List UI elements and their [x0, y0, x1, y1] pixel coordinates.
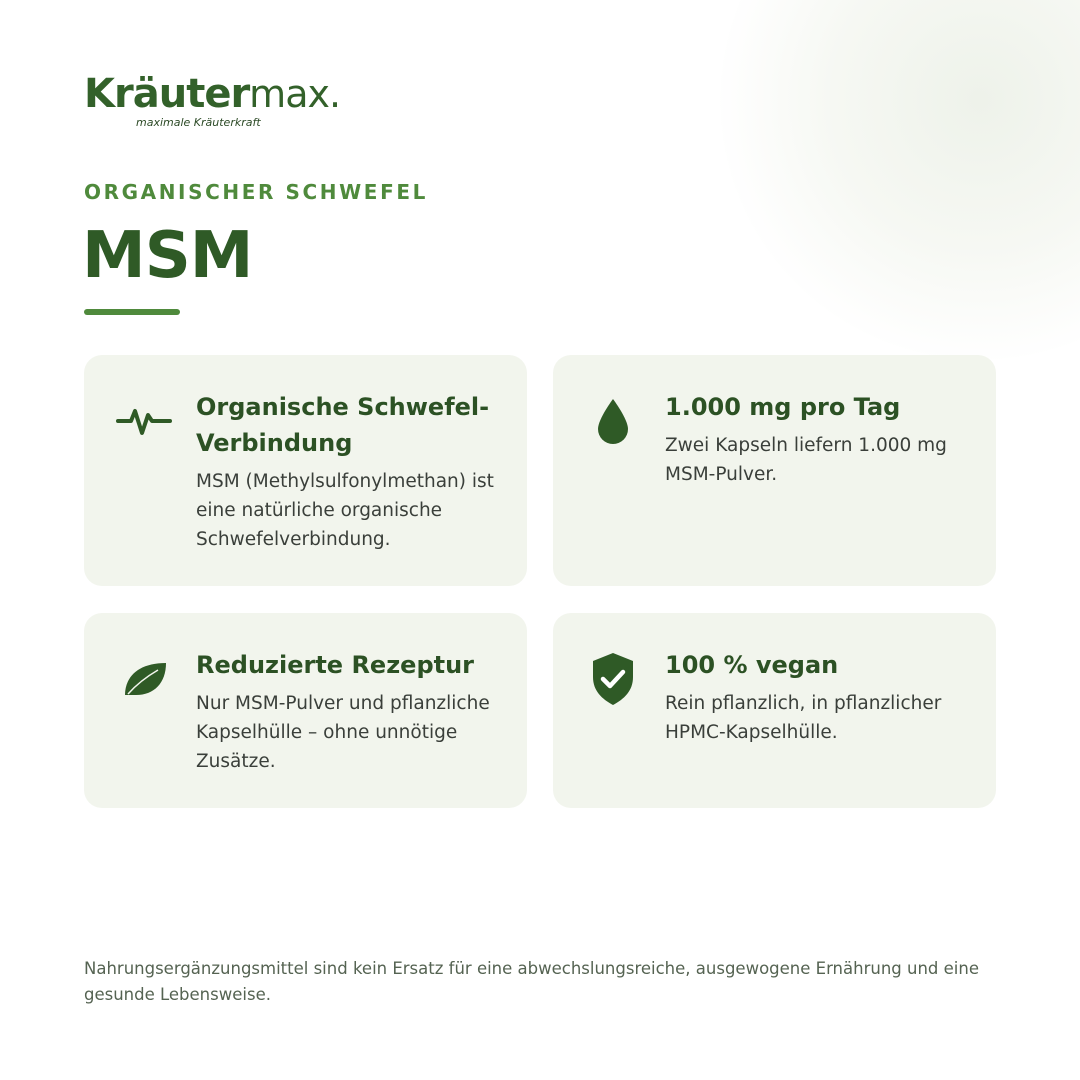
shield-check-icon: [583, 649, 643, 709]
feature-card-organic-sulfur: [84, 355, 527, 586]
feature-card-reduced-recipe: [84, 613, 527, 808]
brand-wordmark: [84, 72, 340, 116]
feature-card-dosage: [553, 355, 996, 586]
feature-description: Zwei Kapseln liefern 1.000 mg MSM-Pulver.: [665, 435, 947, 485]
feature-description: Rein pflanzlich, in pflanzlicher HPMC-Kapselhülle.: [665, 693, 942, 743]
page-title: MSM: [82, 219, 253, 293]
feature-title: Reduzierte Rezeptur: [196, 651, 475, 679]
feature-title: 1.000 mg pro Tag: [665, 393, 901, 421]
title-underline: [84, 309, 180, 315]
brand-logo: [84, 72, 340, 129]
brand-name-light: max.: [249, 72, 341, 116]
droplet-icon: [583, 391, 643, 451]
eyebrow-label: ORGANISCHER SCHWEFEL: [84, 180, 428, 204]
feature-title: Organische Schwefel-Verbindung: [196, 393, 490, 457]
legal-disclaimer: Nahrungsergänzungsmittel sind kein Ersatz für eine abwechslungsreiche, ausgewogene Ernährung und eine gesunde Lebensweise.: [84, 959, 979, 1004]
feature-card-vegan: [553, 613, 996, 808]
brand-tagline: maximale Kräuterkraft: [136, 116, 261, 129]
brand-name-bold: Kräuter: [84, 71, 250, 117]
leaf-icon: [114, 649, 174, 709]
feature-description: MSM (Methylsulfonylmethan) ist eine natürliche organische Schwefelverbindung.: [196, 471, 494, 550]
background-glow: [720, 0, 1080, 360]
pulse-icon: [114, 391, 174, 451]
feature-title: 100 % vegan: [665, 651, 839, 679]
feature-description: Nur MSM-Pulver und pflanzliche Kapselhülle – ohne unnötige Zusätze.: [196, 693, 490, 772]
